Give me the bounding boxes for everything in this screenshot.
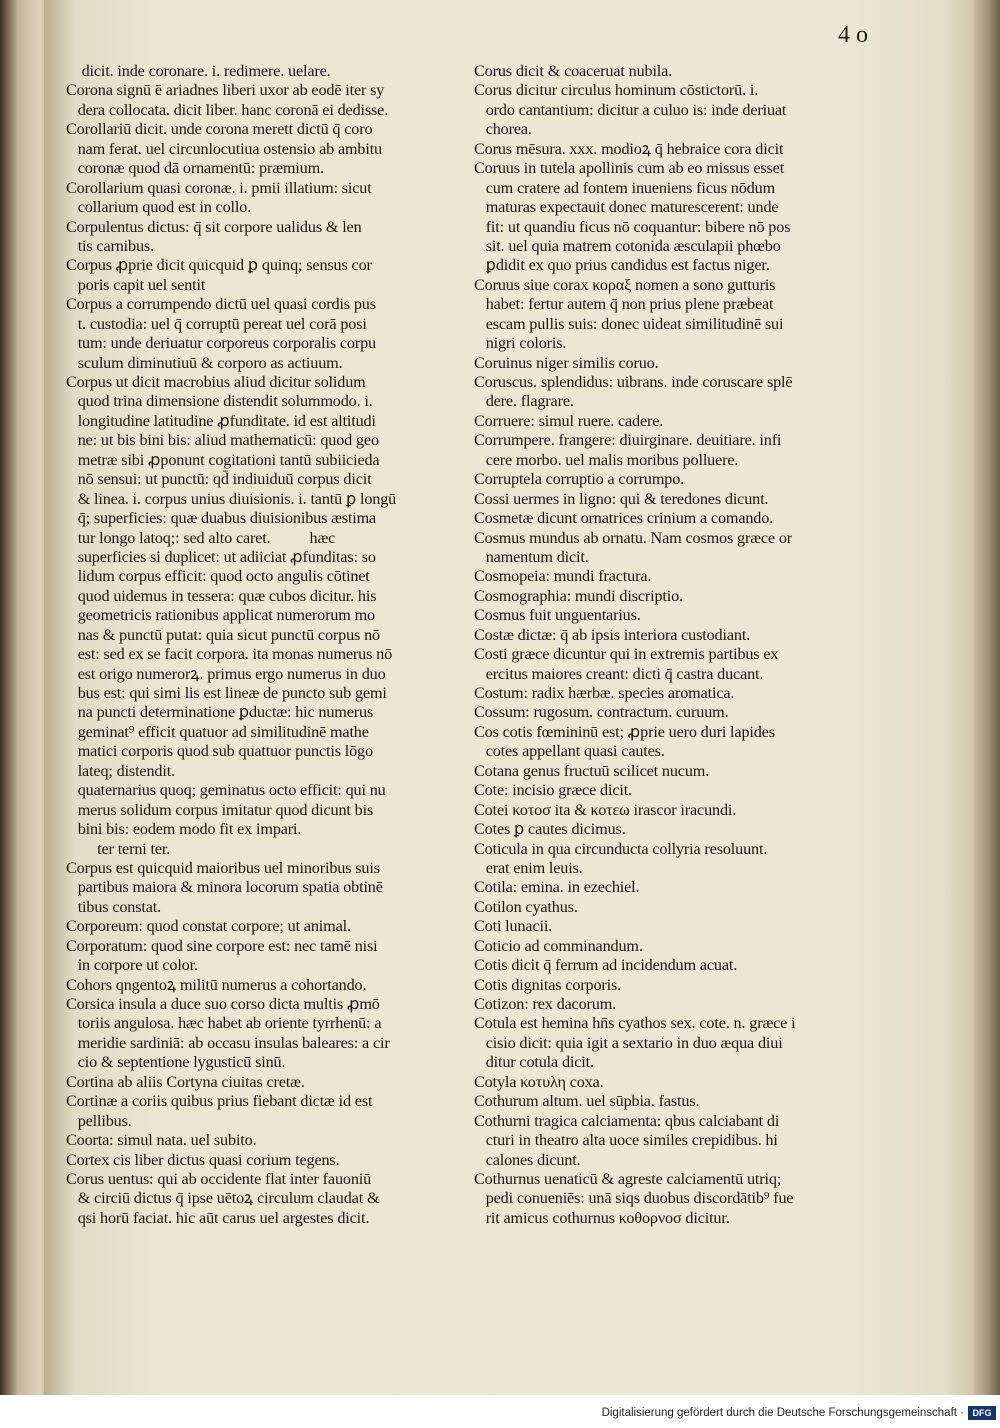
- text-line: Corus uentus: qui ab occidente flat inter fauoniū: [66, 1169, 372, 1188]
- text-line: ꝑdidit ex quo prius candidus est factus niger.: [474, 256, 770, 275]
- digitization-credit: Digitalisierung gefördert durch die Deutsche Forschungsgemeinschaft ·: [601, 1407, 964, 1419]
- text-line: Coruinus niger similis coruo.: [474, 353, 659, 372]
- text-line: nas & punctū putat: quia sicut punctū corpus nō: [66, 625, 380, 644]
- text-line: Coti lunacii.: [474, 917, 553, 936]
- text-line: Corruptela corruptio a corrumpo.: [474, 470, 685, 489]
- text-line: maturas expectauit donec maturescerent: unde: [474, 198, 779, 217]
- text-line: chorea.: [474, 120, 532, 139]
- text-line: Corporatum: quod sine corpore est: nec tamē nisi: [66, 936, 378, 955]
- text-line: nam ferat. uel circunlocutiua ostensio ab ambitu: [66, 139, 382, 158]
- text-line: Cortex cis liber dictus quasi corium tegens.: [66, 1150, 340, 1169]
- text-line: Corus dicit & coaceruat nubila.: [474, 62, 673, 80]
- text-line: dere. flagrare.: [474, 392, 574, 411]
- text-line: Cohors qngentoꝝ militū numerus a cohortando.: [66, 975, 367, 994]
- left-page-edge: [0, 0, 44, 1395]
- text-line: qsi horū faciat. hic aūt carus uel argestes dicit.: [66, 1208, 370, 1227]
- text-line: t. custodia: uel q̄ corruptū pereat uel corā posi: [66, 314, 367, 333]
- text-line: & circiū dictus q̄ ipse uētoꝝ circulum claudat &: [66, 1189, 380, 1208]
- text-line: Corus mēsura. xxx. modioꝝ q̄ hebraice cora dicit: [474, 139, 784, 158]
- text-line: ter terni ter.: [66, 839, 171, 858]
- text-line: quod uidemus in tessera: quæ cubos dicitur. his: [66, 586, 377, 605]
- text-line: Cossum: rugosum. contractum. curuum.: [474, 703, 729, 722]
- text-line: & linea. i. corpus unius diuisionis. i. tantū ꝑ longū: [66, 489, 397, 508]
- text-line: Cotis dignitas corporis.: [474, 975, 622, 994]
- text-line: Cotis dicit q̄ ferrum ad incidendum acuat.: [474, 956, 738, 975]
- text-line: Corpus est quicquid maioribus uel minoribus suis: [66, 858, 380, 877]
- text-line: Coorta: simul nata. uel subito.: [66, 1131, 257, 1150]
- text-line: Corpus ꝓprie dicit quicquid ꝑ quinq; sensus cor: [66, 256, 372, 275]
- text-line: quaternarius quoq; geminatus octo efficit: qui nu: [66, 781, 386, 800]
- text-line: bini bis: eodem modo fit ex impari.: [66, 820, 302, 839]
- text-line: longitudine latitudine ꝓfunditate. id est altitudi: [66, 411, 376, 430]
- text-line: in corpore ut color.: [66, 956, 198, 975]
- text-line: tibus constat.: [66, 897, 162, 916]
- text-line: Coticula in qua circunducta collyria resoluunt.: [474, 839, 768, 858]
- text-line: nō sensui: ut punctū: qd̄ indiuiduū corpus dicit: [66, 470, 372, 489]
- text-line: est: sed ex se facit corpora. ita monas numerus nō: [66, 645, 393, 664]
- text-line: Cosmus fuit unguentarius.: [474, 606, 641, 625]
- text-line: Cotila: emina. in ezechiel.: [474, 878, 640, 897]
- text-line: Corporeum: quod constat corpore; ut animal.: [66, 917, 351, 936]
- text-line: ne: ut bis bini bis: aliud mathematicū: quod geo: [66, 431, 379, 450]
- text-line: geometricis rationibus applicat numerorum mo: [66, 606, 375, 625]
- text-line: Cortina ab aliis Cortyna ciuitas cretæ.: [66, 1072, 305, 1091]
- text-line: cturi in theatro alta uoce similes crepidibus. hi: [474, 1131, 778, 1150]
- text-line: Cotilon cyathus.: [474, 897, 578, 916]
- text-line: Corpus ut dicit macrobius aliud dicitur solidum: [66, 373, 366, 391]
- text-line: dera collocata. dicit liber. hanc coronā ei dedisse.: [66, 100, 389, 119]
- text-line: erat enim leuis.: [474, 858, 583, 877]
- text-line: cio & septentione lygusticū sinū.: [66, 1053, 286, 1072]
- text-line: tum: unde deriuatur corporeus corporalis corpu: [66, 334, 377, 353]
- text-line: meridie sardiniā: ab occasu insulas baleares: a cir: [66, 1033, 390, 1052]
- text-line: Costum: radix hærbæ. species aromatica.: [474, 684, 735, 702]
- text-line: Corruere: simul ruere. cadere.: [474, 411, 664, 430]
- dfg-logo: DFG: [968, 1406, 996, 1420]
- text-line: cotes appellant quasi cautes.: [474, 742, 665, 761]
- text-line: Costæ dictæ: q̄ ab ipsis interiora custodiant.: [474, 625, 751, 644]
- text-line: Cothurni tragica calciamenta: qbus calciabant di: [474, 1111, 780, 1130]
- text-line: lidum corpus efficit: quod octo angulis cōtinet: [66, 567, 370, 586]
- text-line: superficies si duplicet: ut adiiciat ꝓfunditas: so: [66, 547, 376, 566]
- footer-bar: [0, 1396, 1000, 1428]
- text-line: nigri coloris.: [474, 334, 567, 353]
- text-line: partibus maiora & minora locorum spatia obtinē: [66, 878, 383, 897]
- right-column: [474, 62, 894, 1228]
- text-line: Cortinæ a coriis quibus prius fiebant dictæ id est: [66, 1092, 373, 1111]
- text-line: Cote: incisio græce dicit.: [474, 781, 632, 800]
- text-line: merus solidum corpus imitatur quod dicunt bis: [66, 800, 374, 819]
- text-line: ordo cantantium: dicitur a culuo is: inde deriuat: [474, 100, 787, 119]
- text-line: matici corporis quod sub quattuor punctis lōgo: [66, 742, 373, 761]
- text-line: metræ sibi ꝓponunt cogitationi tantū subiicieda: [66, 450, 380, 469]
- text-line: Coruus siue corax κοραξ nomen a sono gutturis: [474, 275, 776, 294]
- text-line: Cothurum altum. uel sūpbia. fastus.: [474, 1092, 700, 1111]
- text-line: Coruus in tutela apollinis cum ab eo missus esset: [474, 159, 785, 178]
- text-line: poris capit uel sentit: [66, 275, 206, 294]
- text-line: Cosmographia: mundi discriptio.: [474, 586, 683, 605]
- text-line: cere morbo. uel malis moribus polluere.: [474, 450, 739, 469]
- text-line: pellibus.: [66, 1111, 132, 1130]
- text-line: habet: fertur autem q̄ non prius plene præbeat: [474, 295, 774, 314]
- text-line: Cosmetæ dicunt ornatrices crinium a comando.: [474, 509, 774, 528]
- text-line: Cothurnus uenaticū & agreste calciamentū utriq;: [474, 1169, 782, 1188]
- text-line: escam pullis suis: donec uideat similitudinē sui: [474, 314, 784, 333]
- left-column: [66, 62, 486, 1228]
- text-line: dicit. inde coronare. i. redimere. uelare.: [66, 62, 331, 80]
- text-line: rit amicus cothurnus κοθορνοσ dicitur.: [474, 1208, 730, 1227]
- text-line: ditur cotula dicit.: [474, 1053, 594, 1072]
- text-line: Corpus a corrumpendo dictū uel quasi cordis pus: [66, 295, 376, 314]
- text-line: Costi græce dicuntur qui in extremis partibus ex: [474, 645, 779, 664]
- text-line: Cotana genus fructuū scilicet nucum.: [474, 761, 710, 780]
- text-line: tis carnibus.: [66, 236, 154, 255]
- text-line: cum cratere ad fontem inueniens ficus nōdum: [474, 178, 776, 197]
- text-line: Cotes ꝑ cautes dicimus.: [474, 820, 626, 839]
- text-line: quod trina dimensione distendit solummodo. i.: [66, 392, 373, 411]
- text-line: toriis angulosa. hæc habet ab oriente tyrrhenū: a: [66, 1014, 382, 1033]
- text-line: Corona signū ē ariadnes liberi uxor ab eodē iter sy: [66, 81, 385, 100]
- text-line: Corsica insula a duce suo corso dicta multis ꝓmō: [66, 995, 380, 1013]
- text-line: Cotyla κοτυλη coxa.: [474, 1072, 604, 1091]
- text-line: geminat⁹ efficit quatuor ad similitudinē mathe: [66, 722, 369, 741]
- text-line: cisio dicit: quia igit a sextario in duo æqua diui: [474, 1033, 783, 1052]
- text-line: Cossi uermes in ligno: qui & teredones dicunt.: [474, 489, 769, 508]
- text-line: Corrumpere. frangere: diuirginare. deuitiare. infi: [474, 431, 782, 450]
- text-line: bus est: qui simi lis est lineæ de puncto sub gemi: [66, 684, 387, 702]
- text-line: Cotizon: rex dacorum.: [474, 995, 617, 1013]
- text-line: Corollariū dicit. unde corona merett dictū q̄ coro: [66, 120, 373, 139]
- text-line: coronæ quod dā ornamentū: præmium.: [66, 159, 324, 178]
- text-line: fit: ut quandiu ficus nō coquantur: bibere nō pos: [474, 217, 791, 236]
- text-line: Corollarium quasi coronæ. i. pmii illatium: sicut: [66, 178, 372, 197]
- text-line: ercitus maiores creant: dicti q̄ castra ducant.: [474, 664, 764, 683]
- text-line: Coticio ad comminandum.: [474, 936, 643, 955]
- text-line: Cosmopeia: mundi fractura.: [474, 567, 652, 586]
- text-line: sit. uel quia matrem cotonida æsculapii phœbo: [474, 236, 781, 255]
- text-line: Corpulentus dictus: q̄ sit corpore ualidus & len: [66, 217, 362, 236]
- text-line: tur longo latoq;: sed alto caret. hæc: [66, 528, 336, 547]
- text-line: Coruscus. splendidus: uibrans. inde coruscare splē: [474, 373, 793, 391]
- text-line: lateq; distendit.: [66, 761, 175, 780]
- text-line: Cosmus mundus ab ornatu. Nam cosmos græce or: [474, 528, 793, 547]
- text-line: q̄; superficies: quæ duabus diuisionibus æstima: [66, 509, 377, 528]
- text-line: Cotula est hemina hn̄s cyathos sex. cote. n. græce i: [474, 1014, 796, 1033]
- text-line: Corus dicitur circulus hominum cōstictorū. i.: [474, 81, 759, 100]
- text-line: Cos cotis fœmininū est; ꝓprie uero duri lapides: [474, 722, 775, 741]
- text-line: na puncti determinatione ꝑductæ: hic numerus: [66, 703, 374, 722]
- text-line: pedi conueniēs: unā siqs duobus discordātib⁹ fue: [474, 1189, 794, 1208]
- text-line: calones dicunt.: [474, 1150, 581, 1169]
- text-line: collarium quod est in collo.: [66, 198, 252, 217]
- right-page-edge: [974, 0, 1000, 1395]
- text-line: est origo numerorꝝ. primus ergo numerus in duo: [66, 664, 386, 683]
- text-line: namentum dicit.: [474, 547, 589, 566]
- text-line: Cotei κοτοσ ita & κοτεω irascor iracundi.: [474, 800, 737, 819]
- folio-number: 4 o: [838, 22, 868, 48]
- text-line: sculum diminutiuū & corporo as actiuum.: [66, 353, 343, 372]
